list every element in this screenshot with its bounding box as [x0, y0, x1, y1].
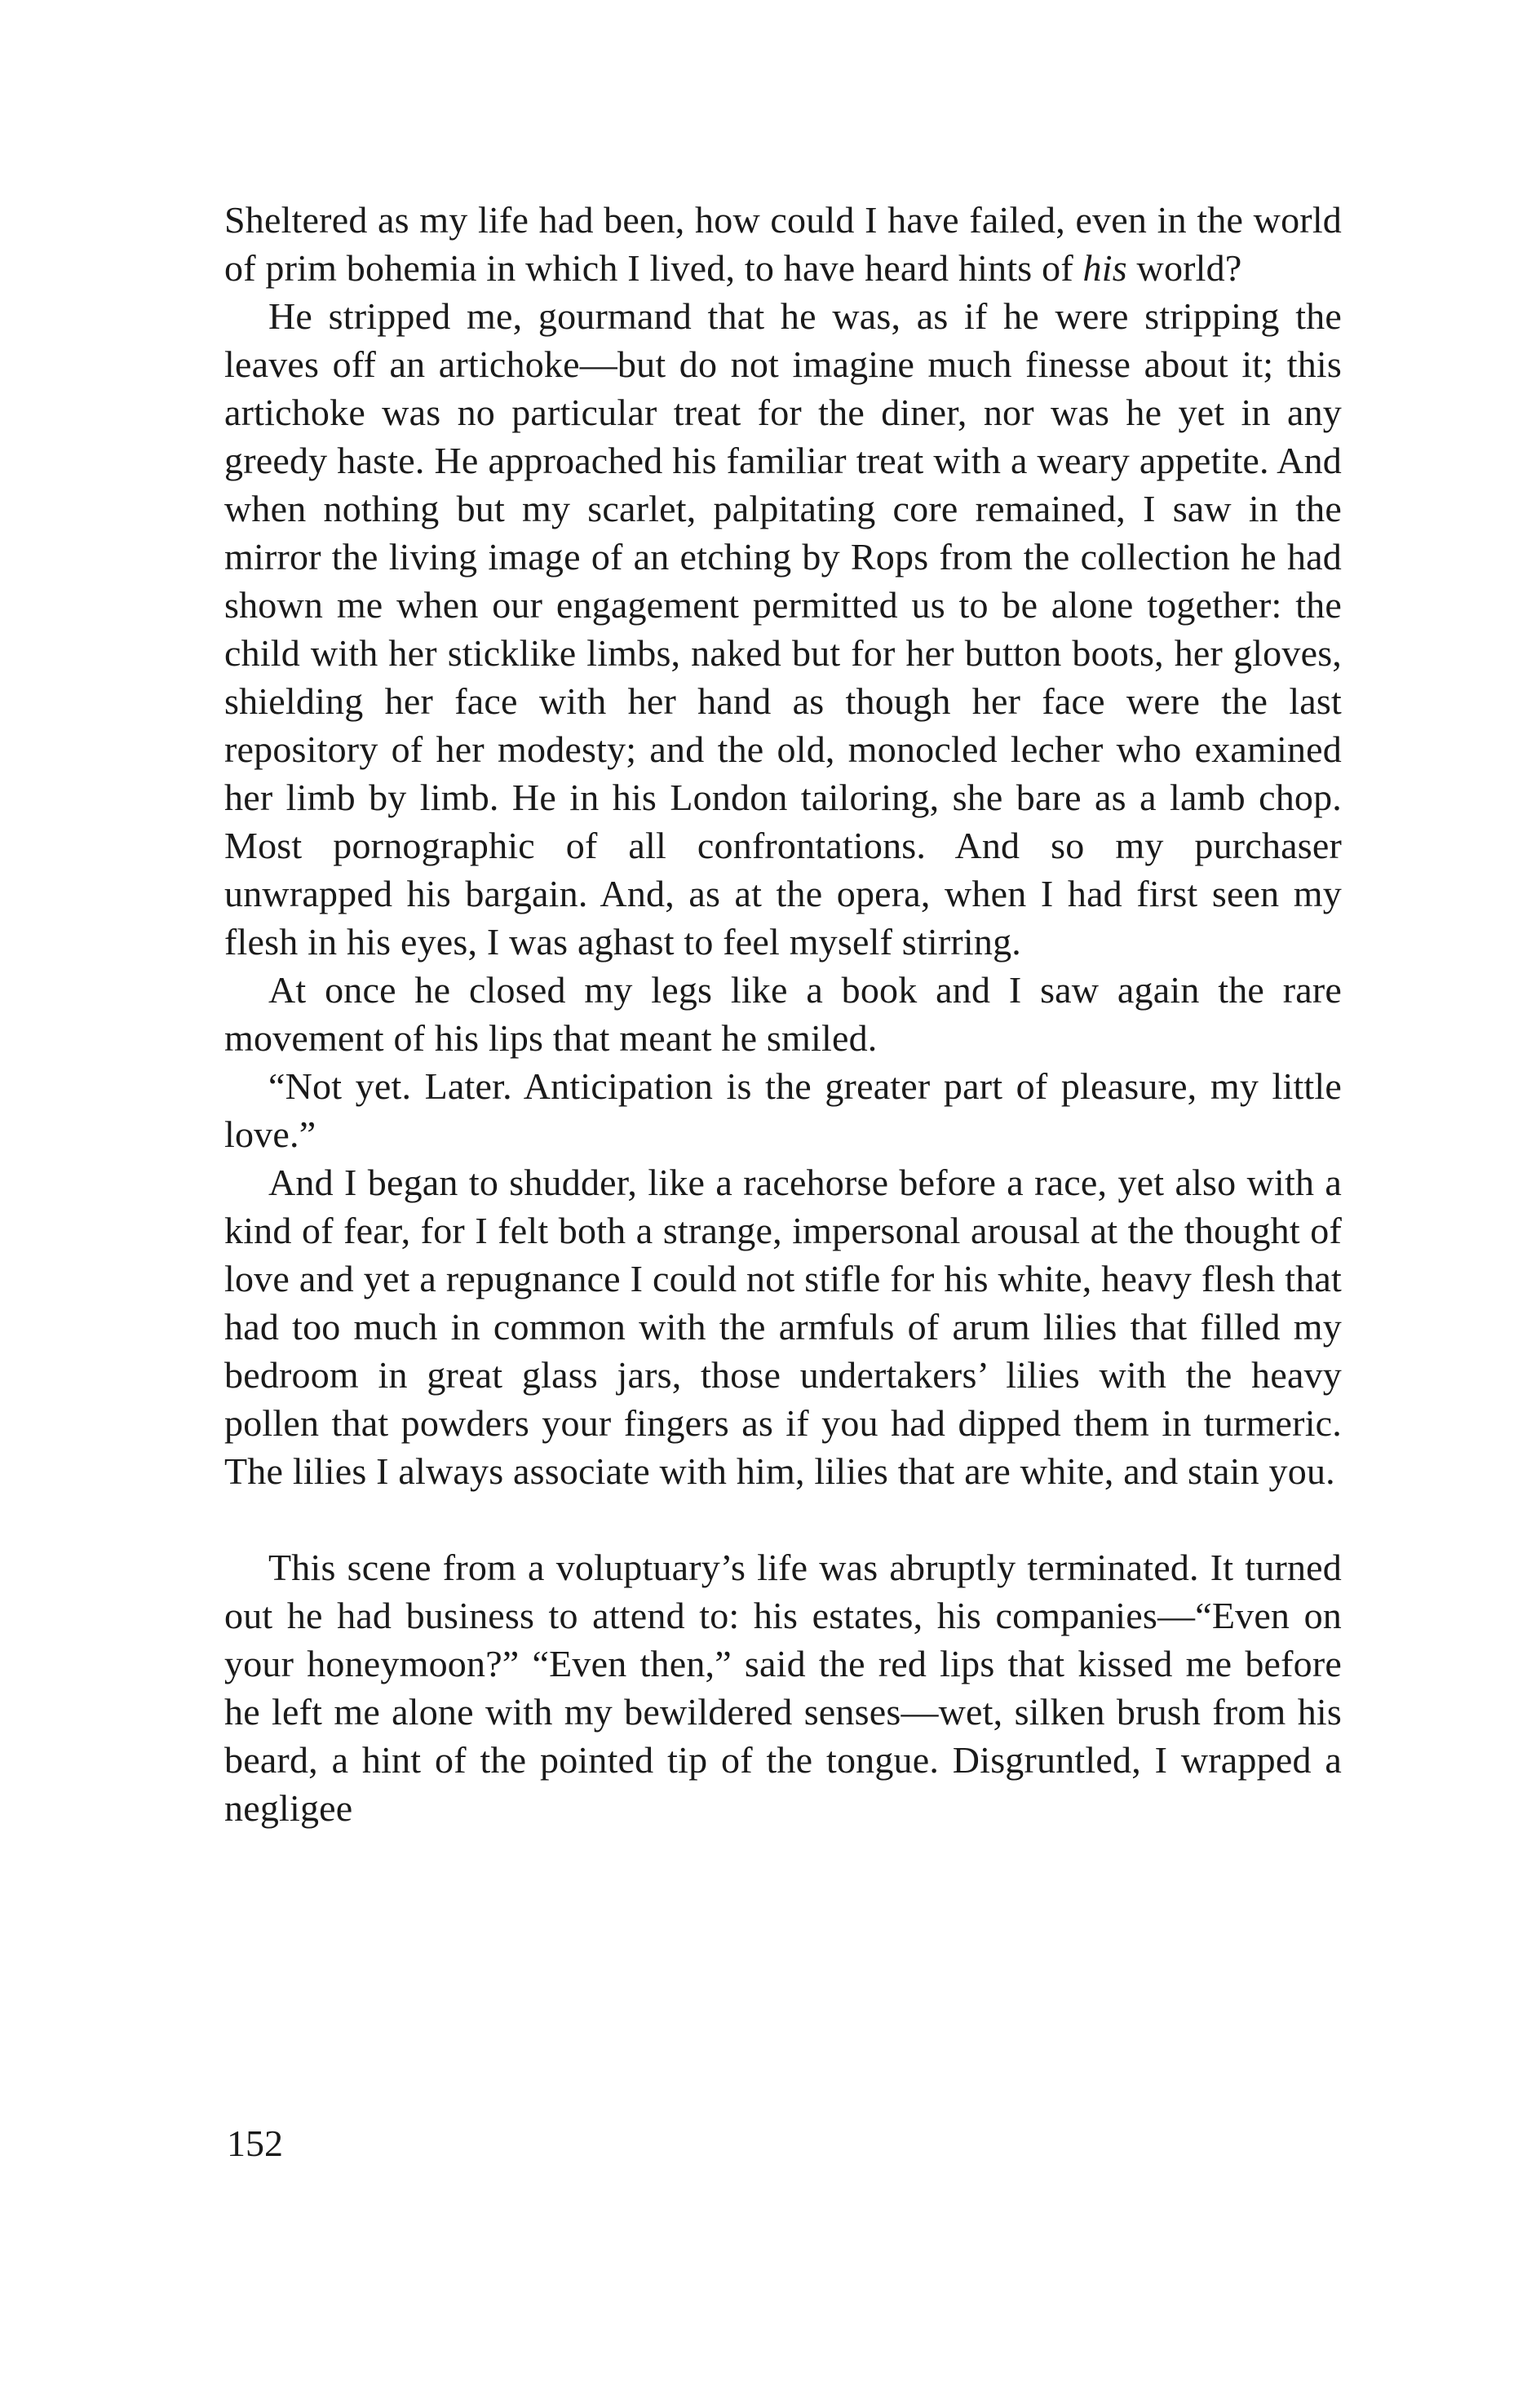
paragraph-3: At once he closed my legs like a book and I saw again the rare movement of his lips that meant he smiled.	[224, 969, 1342, 1059]
paragraph-1-text-b: world?	[1126, 247, 1242, 289]
paragraph-1-italic-his: his	[1082, 247, 1127, 289]
paragraph-1	[224, 196, 1342, 292]
paragraph-1-text-a: Sheltered as my life had been, how could I have failed, even in the world of prim bohemia in which I lived, to have heard hints of	[224, 199, 1342, 289]
paragraph-6: This scene from a voluptuary’s life was abruptly terminated. It turned out he had business to attend to: his estates, his companies—“Even on your honeymoon?” “Even then,” said the red lips that kissed me before he left me alone with my bewildered senses—wet, silken brush from his beard, a hint of the pointed tip of the tongue. Disgruntled, I wrapped a negligee	[224, 1547, 1342, 1829]
page-number: 152	[227, 2122, 283, 2164]
paragraph-5: And I began to shudder, like a racehorse before a race, yet also with a kind of fear, for I felt both a strange, impersonal arousal at the thought of love and yet a repugnance I could not stifle for his white, heavy flesh that had too much in common with the armfuls of arum lilies that filled my bedroom in great glass jars, those undertakers’ lilies with the heavy pollen that powders your fingers as if you had dipped them in turmeric. The lilies I always associate with him, lilies that are white, and stain you.	[224, 1162, 1342, 1492]
paragraph-2: He stripped me, gourmand that he was, as if he were stripping the leaves off an artichoke—but do not imagine much finesse about it; this artichoke was no particular treat for the diner, nor was he yet in any greedy haste. He approached his familiar treat with a weary appetite. And when nothing but my scarlet, palpitating core remained, I saw in the mirror the living image of an etching by Rops from the collection he had shown me when our engagement permitted us to be alone together: the child with her sticklike limbs, naked but for her button boots, her gloves, shielding her face with her hand as though her face were the last repository of her modesty; and the old, monocled lecher who examined her limb by limb. He in his London tailoring, she bare as a lamb chop. Most pornographic of all confrontations. And so my purchaser unwrapped his bargain. And, as at the opera, when I had first seen my flesh in his eyes, I was aghast to feel myself stirring.	[224, 295, 1342, 963]
section-break	[224, 1495, 1342, 1543]
paragraph-4: “Not yet. Later. Anticipation is the greater part of pleasure, my little love.”	[224, 1065, 1342, 1155]
page-body	[224, 196, 1342, 1832]
